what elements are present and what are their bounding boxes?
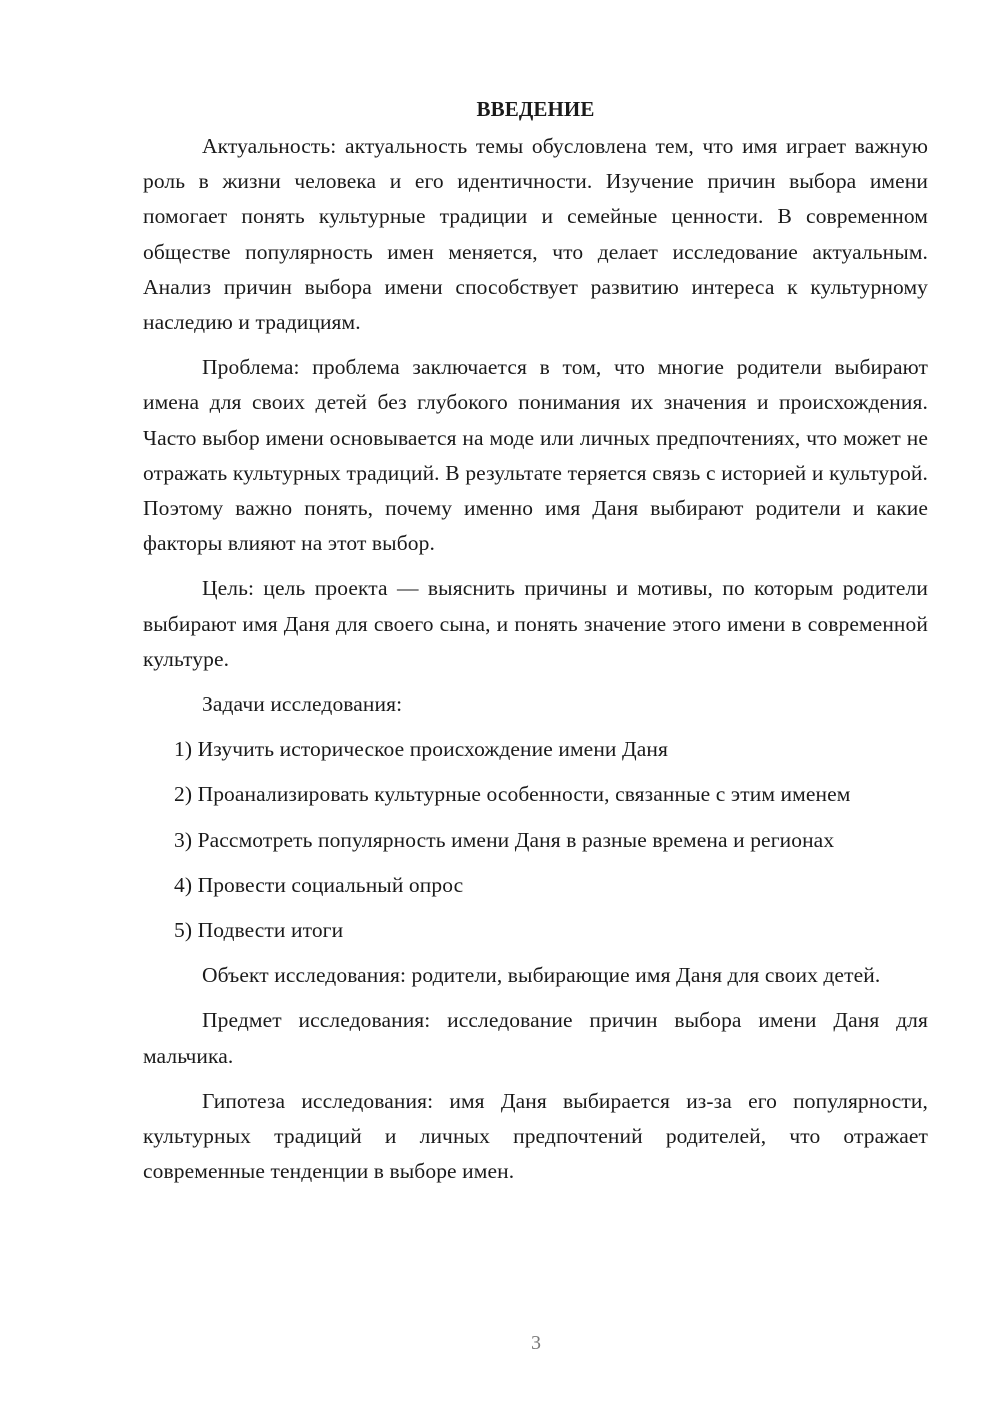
task-item: 3) Рассмотреть популярность имени Даня в разные времена и регионах xyxy=(174,827,835,852)
task-item: 4) Провести социальный опрос xyxy=(174,872,464,897)
task-item: 2) Проанализировать культурные особенности, связанные с этим именем xyxy=(174,782,851,807)
tasks-heading: Задачи исследования: xyxy=(202,692,403,717)
subject-paragraph: Предмет исследования: исследование причин выбора имени Даня для мальчика. xyxy=(143,1008,928,1068)
document-title: ВВЕДЕНИЕ xyxy=(476,97,595,121)
hypothesis-paragraph: Гипотеза исследования: имя Даня выбирается из-за его популярности, культурных традиций и личных предпочтений родителей, что отражает современные тенденции в выборе имен. xyxy=(143,1088,928,1184)
document-page xyxy=(143,92,928,1199)
task-item: 5) Подвести итоги xyxy=(174,918,344,943)
problem-paragraph: Проблема: проблема заключается в том, что многие родители выбирают имена для своих детей без глубокого понимания их значения и происхождения. Часто выбор имени основывается на моде или личных предпочтениях, что может не отражать культурных традиций. В результате теряется связь с историей и культурой. Поэтому важно понять, почему именно имя Даня выбирают родители и какие факторы влияют на этот выбор. xyxy=(143,355,928,556)
object-paragraph: Объект исследования: родители, выбирающие имя Даня для своих детей. xyxy=(202,963,881,988)
tasks-list xyxy=(143,732,928,948)
goal-paragraph: Цель: цель проекта — выяснить причины и мотивы, по которым родители выбирают имя Даня для своего сына, и понять значение этого имени в современной культуре. xyxy=(143,576,928,671)
task-item: 1) Изучить историческое происхождение имени Даня xyxy=(174,737,669,762)
page-number: 3 xyxy=(531,1332,541,1354)
relevance-paragraph: Актуальность: актуальность темы обусловлена тем, что имя играет важную роль в жизни человека и его идентичности. Изучение причин выбора имени помогает понять культурные традиции и семейные ценности. В современном обществе популярность имен меняется, что делает исследование актуальным. Анализ причин выбора имени способствует развитию интереса к культурному наследию и традициям. xyxy=(143,134,928,335)
